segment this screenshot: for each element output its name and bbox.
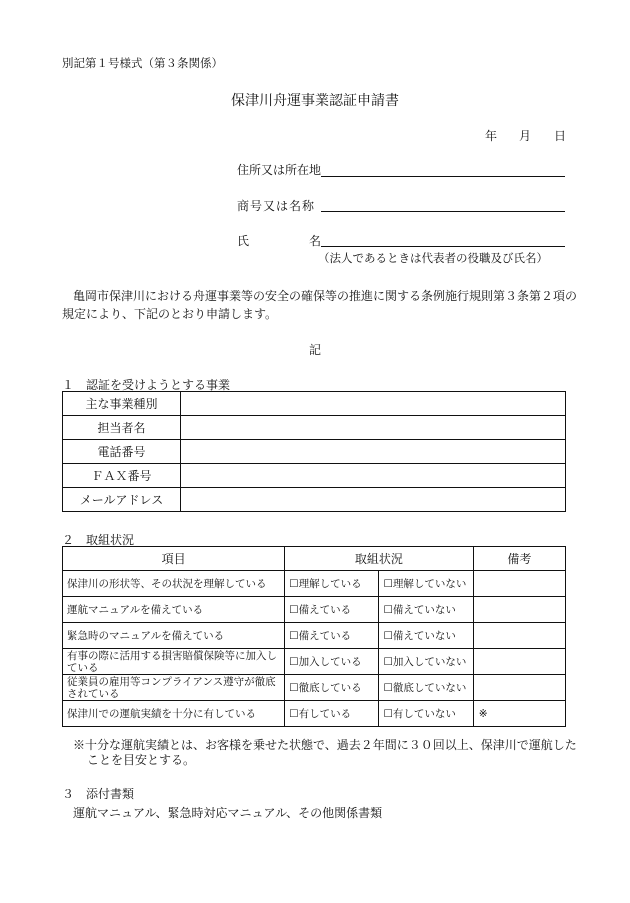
- page-title: 保津川舟運事業認証申請書: [231, 93, 399, 109]
- checkbox-yes[interactable]: ☐加入している: [285, 649, 379, 675]
- section1-heading: １ 認証を受けようとする事業: [62, 378, 231, 392]
- checkbox-no[interactable]: ☐加入していない: [379, 649, 473, 675]
- name-field[interactable]: [321, 246, 565, 247]
- table-row: [63, 488, 566, 512]
- table-row: [63, 571, 566, 597]
- attachments-list: 運航マニュアル、緊急時対応マニュアル、その他関係書類: [73, 806, 383, 820]
- col-header-item: 項目: [63, 547, 285, 571]
- header-row: [63, 547, 566, 571]
- note-line-1: ※十分な運航実績とは、お客様を乗せた状態で、過去２年間に３０回以上、保津川で運航した: [73, 738, 577, 752]
- table-row: [63, 623, 566, 649]
- checkbox-no[interactable]: ☐徹底していない: [379, 675, 473, 701]
- intro-line-2: 規定により、下記のとおり申請します。: [62, 307, 278, 321]
- remark-cell: ※: [473, 701, 565, 727]
- business-type-field[interactable]: [181, 392, 566, 416]
- phone-field[interactable]: [181, 440, 566, 464]
- item-cell: 保津川での運航実績を十分に有している: [63, 701, 285, 727]
- form-reference: 別記第１号様式（第３条関係）: [62, 56, 223, 70]
- item-cell: 運航マニュアルを備えている: [63, 597, 285, 623]
- address-label: 住所又は所在地: [237, 163, 322, 177]
- item-cell: 保津川の形状等、その状況を理解している: [63, 571, 285, 597]
- table-row: [63, 597, 566, 623]
- remark-cell: [473, 597, 565, 623]
- name-note: （法人であるときは代表者の役職及び氏名）: [318, 251, 548, 265]
- contact-person-field[interactable]: [181, 416, 566, 440]
- efforts-table: [62, 546, 566, 727]
- email-field[interactable]: [181, 488, 566, 512]
- table-row: [63, 649, 566, 675]
- checkbox-yes[interactable]: ☐徹底している: [285, 675, 379, 701]
- checkbox-yes[interactable]: ☐備えている: [285, 597, 379, 623]
- checkbox-no[interactable]: ☐備えていない: [379, 597, 473, 623]
- checkbox-yes[interactable]: ☐有している: [285, 701, 379, 727]
- date-year: 年: [485, 129, 498, 143]
- row-label: ＦＡＸ番号: [63, 464, 181, 488]
- remark-cell: [473, 675, 565, 701]
- intro-line-1: 亀岡市保津川における舟運事業等の安全の確保等の推進に関する条例施行規則第３条第２項の: [73, 289, 578, 303]
- name-label-1: 氏: [237, 234, 250, 248]
- item-cell: 緊急時のマニュアルを備えている: [63, 623, 285, 649]
- col-header-status: 取組状況: [285, 547, 474, 571]
- remark-cell: [473, 623, 565, 649]
- note-line-2: ことを目安とする。: [87, 753, 196, 767]
- name-label-2: 名: [309, 234, 322, 248]
- trade-name-field[interactable]: [321, 211, 565, 212]
- row-label: 担当者名: [63, 416, 181, 440]
- row-label: メールアドレス: [63, 488, 181, 512]
- section2-heading: ２ 取組状況: [62, 533, 135, 547]
- checkbox-no[interactable]: ☐有していない: [379, 701, 473, 727]
- checkbox-yes[interactable]: ☐備えている: [285, 623, 379, 649]
- row-label: 電話番号: [63, 440, 181, 464]
- checkbox-no[interactable]: ☐理解していない: [379, 571, 473, 597]
- col-header-remarks: 備考: [473, 547, 565, 571]
- table-row: [63, 464, 566, 488]
- trade-name-label: 商号又は名称: [237, 199, 316, 213]
- checkbox-no[interactable]: ☐備えていない: [379, 623, 473, 649]
- ki-mark: 記: [308, 343, 321, 357]
- fax-field[interactable]: [181, 464, 566, 488]
- address-field[interactable]: [321, 176, 565, 177]
- table-row: [63, 416, 566, 440]
- row-label: 主な事業種別: [63, 392, 181, 416]
- table-row: [63, 675, 566, 701]
- business-info-table: [62, 391, 566, 512]
- section3-heading: ３ 添付書類: [62, 787, 135, 801]
- date-day: 日: [554, 129, 567, 143]
- table-row: [63, 701, 566, 727]
- date-month: 月: [519, 129, 532, 143]
- table-row: [63, 440, 566, 464]
- remark-cell: [473, 571, 565, 597]
- remark-cell: [473, 649, 565, 675]
- item-cell: 有事の際に活用する損害賠償保険等に加入している: [63, 649, 285, 675]
- item-cell: 従業員の雇用等コンプライアンス遵守が徹底されている: [63, 675, 285, 701]
- table-row: [63, 392, 566, 416]
- checkbox-yes[interactable]: ☐理解している: [285, 571, 379, 597]
